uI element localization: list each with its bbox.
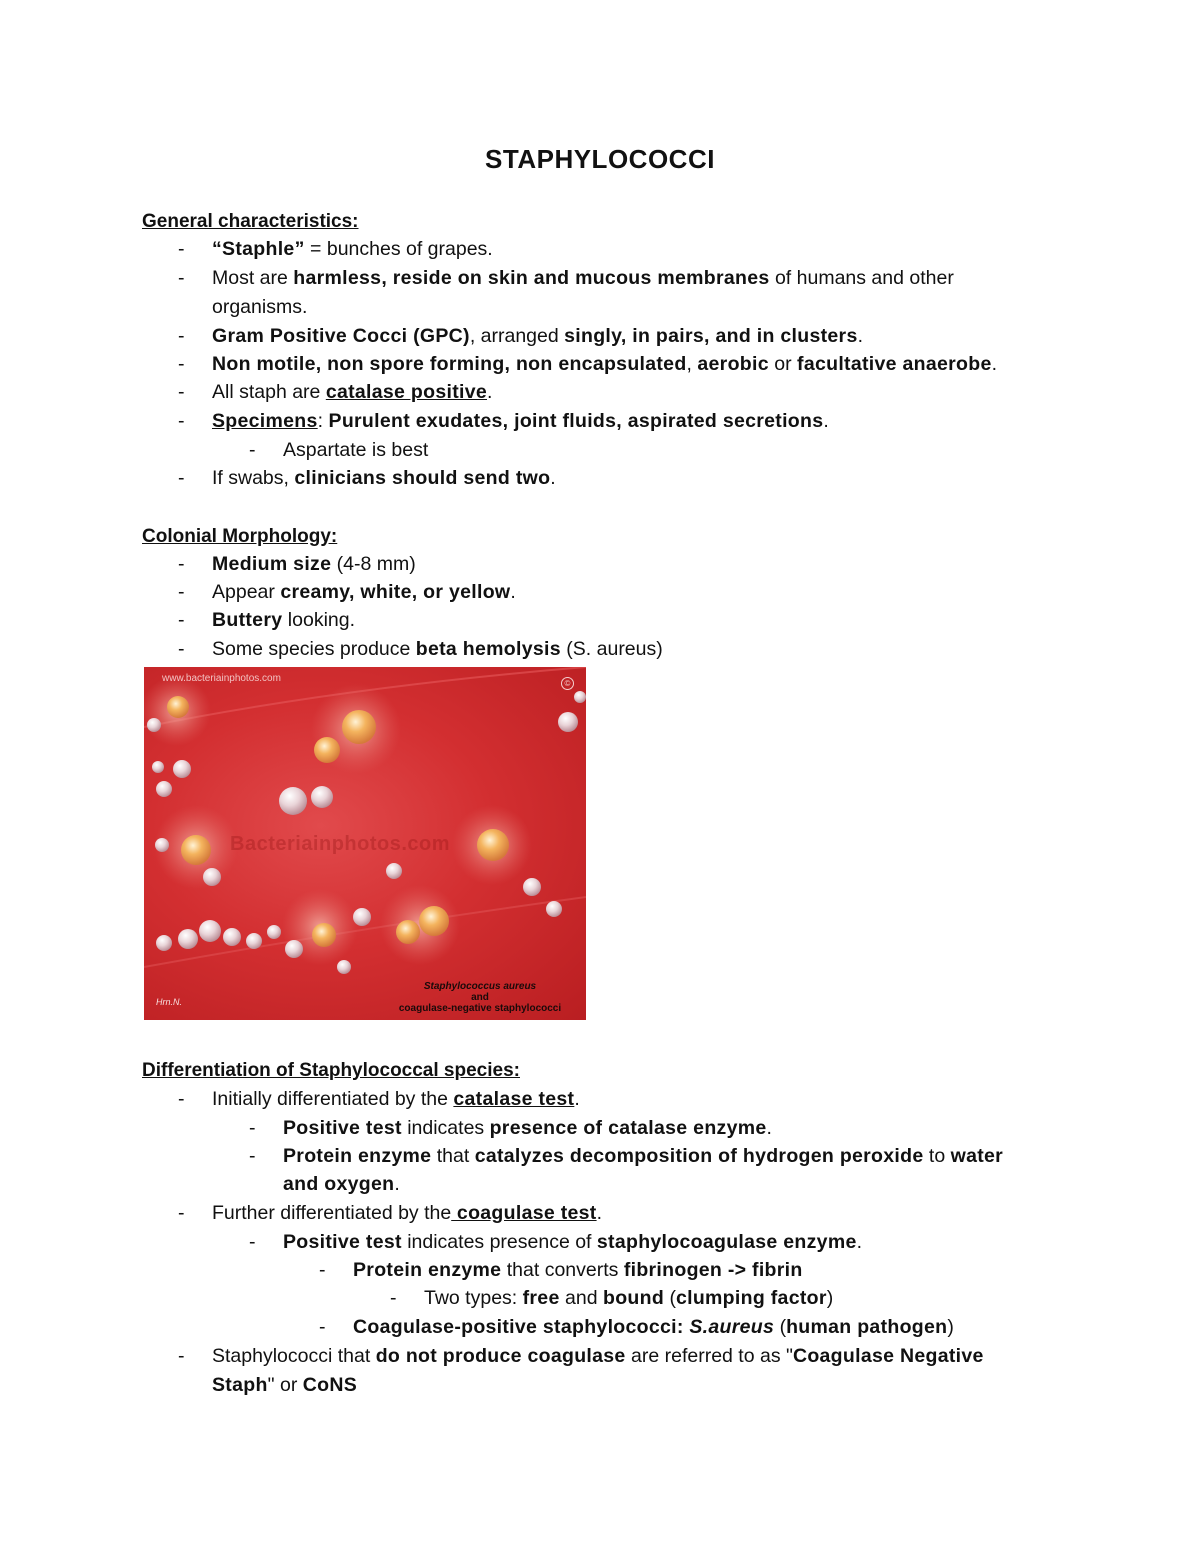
list-item-continuation: Staph" or CoNS <box>212 1374 358 1396</box>
list-item: - Non motile, non spore forming, non encapsulated, aerobic or facultative anaerobe. <box>178 353 998 375</box>
list-subitem: - Aspartate is best <box>249 439 429 461</box>
copyright-icon: © <box>561 677 574 690</box>
list-item: - All staph are catalase positive. <box>178 381 493 403</box>
list-subitem: - Positive test indicates presence of catalase enzyme. <box>249 1117 772 1139</box>
section-heading-colonial: Colonial Morphology: <box>142 526 338 547</box>
photo-watermark-url: www.bacteriainphotos.com <box>162 673 281 684</box>
list-subitem-continuation: and oxygen. <box>283 1173 400 1195</box>
list-subitem: - Coagulase-positive staphylococci: S.aureus (human pathogen) <box>319 1316 954 1338</box>
photo-caption: Staphylococcus aureus and coagulase-negative staphylococci <box>398 981 562 1014</box>
list-item: - “Staphle” = bunches of grapes. <box>178 238 493 260</box>
list-item: - Gram Positive Cocci (GPC), arranged singly, in pairs, and in clusters. <box>178 325 864 347</box>
list-item: - Buttery looking. <box>178 609 356 631</box>
list-item-continuation: organisms. <box>212 296 308 318</box>
section-heading-general: General characteristics: <box>142 211 359 232</box>
list-item: - Specimens: Purulent exudates, joint fluids, aspirated secretions. <box>178 410 829 432</box>
list-item: - Staphylococci that do not produce coagulase are referred to as "Coagulase Negative <box>178 1345 984 1367</box>
section-heading-differentiation: Differentiation of Staphylococcal species: <box>142 1060 520 1081</box>
blood-agar-photo <box>144 667 586 1020</box>
photo-watermark: Bacteriainphotos.com <box>230 833 451 855</box>
list-item: - Some species produce beta hemolysis (S. aureus) <box>178 638 663 660</box>
photo-signature: Hrn.N. <box>156 997 183 1007</box>
list-subitem: - Two types: free and bound (clumping factor) <box>390 1287 834 1309</box>
list-item: - If swabs, clinicians should send two. <box>178 467 556 489</box>
list-item: - Most are harmless, reside on skin and mucous membranes of humans and other <box>178 267 954 289</box>
list-item: - Medium size (4-8 mm) <box>178 553 416 575</box>
page-title: STAPHYLOCOCCI <box>485 144 715 174</box>
list-subitem: - Positive test indicates presence of staphylocoagulase enzyme. <box>249 1231 863 1253</box>
list-subitem: - Protein enzyme that catalyzes decomposition of hydrogen peroxide to water <box>249 1145 1004 1167</box>
list-item: - Further differentiated by the coagulase test. <box>178 1202 603 1224</box>
list-item: - Initially differentiated by the catalase test. <box>178 1088 580 1110</box>
list-subitem: - Protein enzyme that converts fibrinogen -> fibrin <box>319 1259 803 1281</box>
list-item: - Appear creamy, white, or yellow. <box>178 581 516 603</box>
